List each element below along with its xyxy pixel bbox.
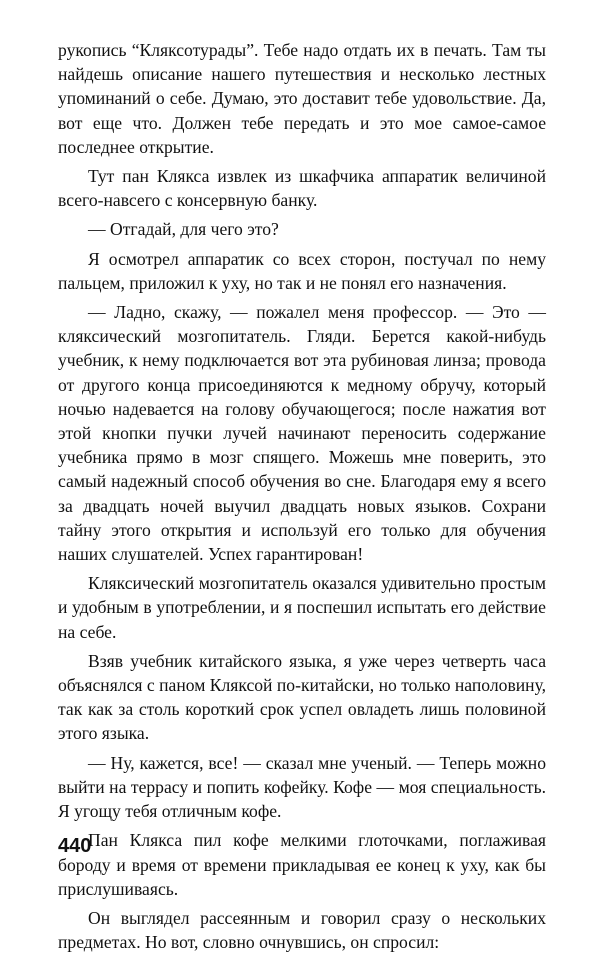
dialogue-line: — Отгадай, для чего это? xyxy=(88,219,279,240)
paragraph: Пан Клякса пил кофе мелкими глоточками, поглаживая бороду и время от времени прикладывая ее конец к уху, как бы прислушиваясь. xyxy=(58,830,546,899)
paragraph-continuation: рукопись “Кляксотурады”. Тебе надо отдать их в печать. Там ты найдешь описание нашего путешествия и несколько лестных упоминаний о себе. Думаю, это доставит тебе удовольствие. Да, вот еще что. Должен тебе передать и это мое самое-самое последнее открытие. xyxy=(58,40,546,157)
page-number: 440 xyxy=(58,835,92,857)
paragraph: Он выглядел рассеянным и говорил сразу о нескольких предметах. Но вот, словно очнувшись, он спросил: xyxy=(58,907,546,953)
paragraph: Кляксический мозгопитатель оказался удивительно простым и удобным в употреблении, и я поспешил испытать его действие на себе. xyxy=(58,573,546,642)
dialogue-line: — Ну, кажется, все! — сказал мне ученый. — Теперь можно выйти на террасу и попить кофейку. Кофе — моя специальность. Я угощу тебя отличным кофе. xyxy=(58,752,546,822)
paragraph: Тут пан Клякса извлек из шкафчика аппаратик величиной всего-навсего с консервную банку. xyxy=(58,166,546,211)
dialogue-line: — Ладно, скажу, — пожалел меня профессор. — Это — кляксический мозгопитатель. Гляди. Берется какой-нибудь учебник, к нему подключается вот эта рубиновая линза; провода от другого конца присоединяются к медному обручу, который ночью надевается на голову обучающегося; после нажатия вот этой кнопки пучки лучей начинают переносить содержание учебника прямо в мозг спящего. Можешь мне поверить, это самый надежный способ обучения во сне. Благодаря ему я всего за двадцать ночей выучил двадцать новых языков. Сохрани тайну этого открытия и используй его только для обучения наших слушателей. Успех гарантирован! xyxy=(58,302,546,565)
book-page-text xyxy=(58,38,546,959)
paragraph: Взяв учебник китайского языка, я уже через четверть часа объяснялся с паном Кляксой по-китайски, но только наполовину, так как за столь короткий срок успел овладеть лишь половиной этого языка. xyxy=(58,650,547,744)
paragraph: Я осмотрел аппаратик со всех сторон, постучал по нему пальцем, приложил к уху, но так и не понял его назначения. xyxy=(58,248,546,293)
